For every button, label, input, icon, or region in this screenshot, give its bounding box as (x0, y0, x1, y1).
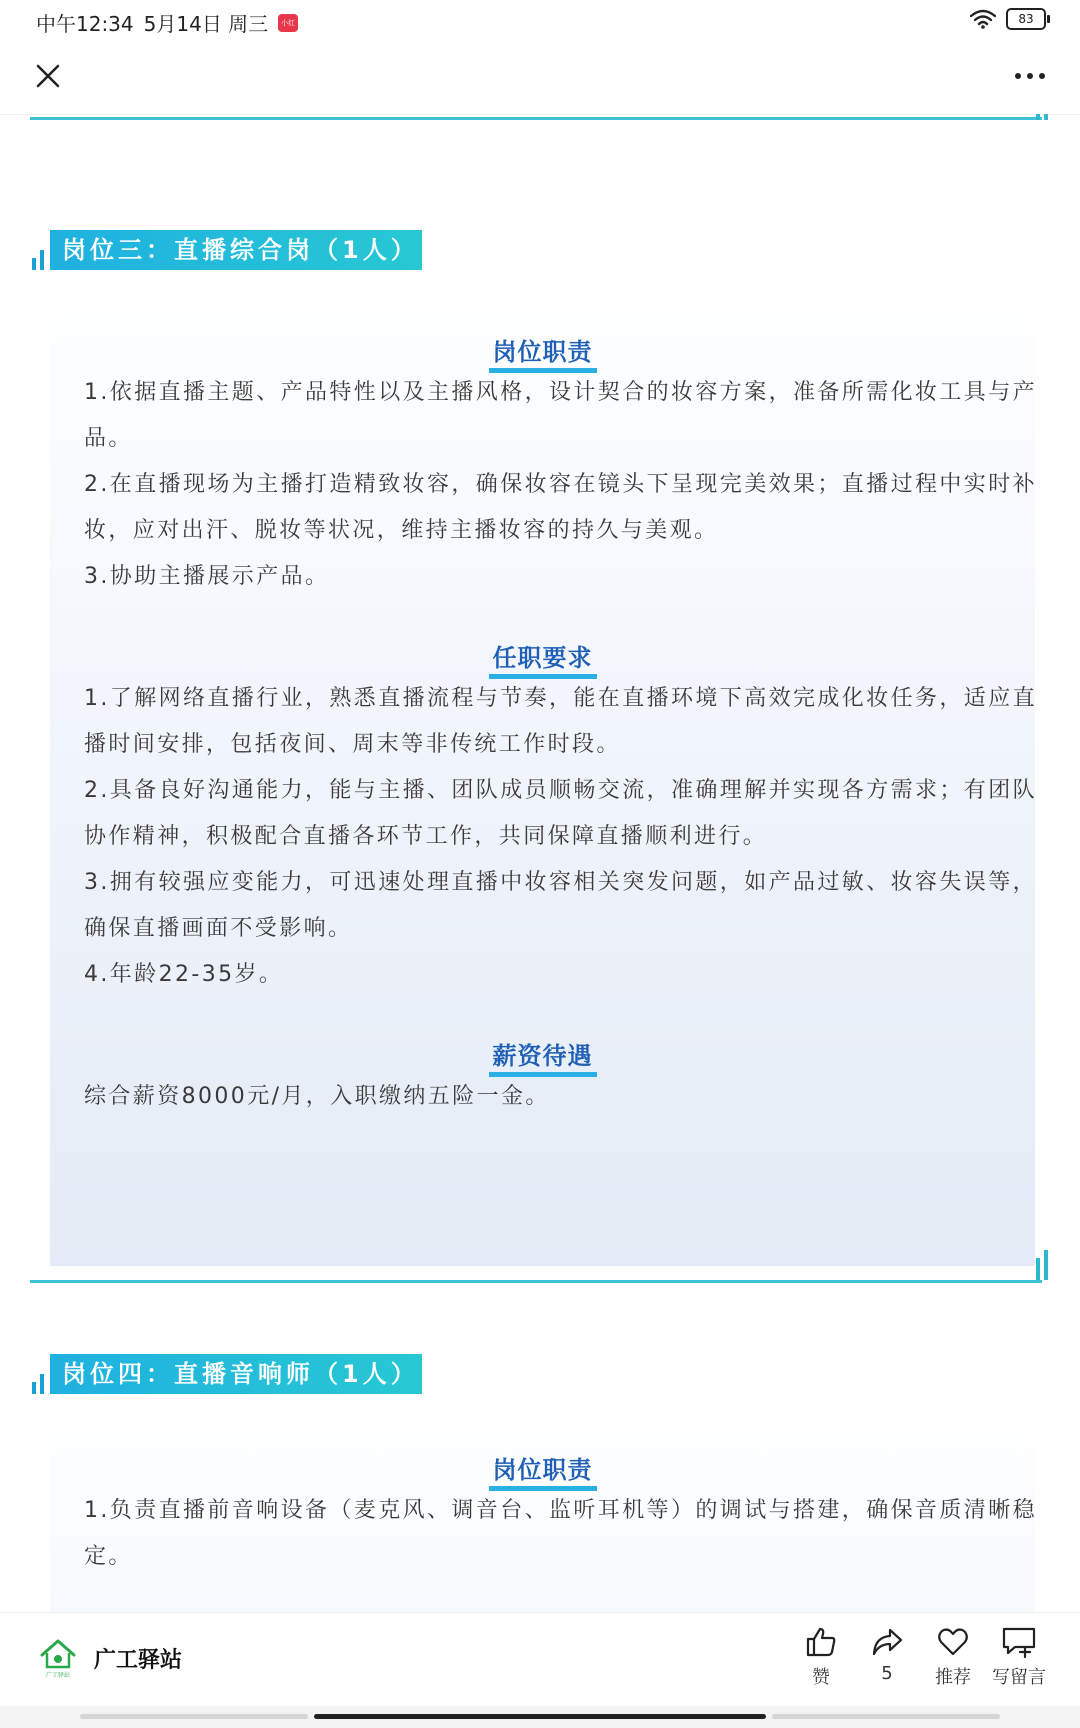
block-heading: 岗位职责 (50, 1450, 1035, 1491)
paragraph: 3.协助主播展示产品。 (84, 564, 330, 589)
more-options-button[interactable] (1010, 56, 1050, 96)
like-button[interactable] (786, 1625, 856, 1689)
divider-accent (1036, 114, 1040, 120)
paragraph: 1.了解网络直播行业，熟悉直播流程与节奏，能在直播环境下高效完成化妆任务，适应直播时间安排，包括夜间、周末等非传统工作时段。 (84, 686, 1037, 757)
status-time: 中午12:34 (36, 12, 134, 36)
house-logo-icon (36, 1635, 80, 1679)
divider-accent (1044, 114, 1048, 120)
comment-label: 写留言 (992, 1667, 1046, 1688)
block-heading: 任职要求 (50, 638, 1035, 679)
comment-plus-icon (1001, 1625, 1037, 1659)
bottom-action-bar (0, 1612, 1080, 1707)
thumbs-up-icon (804, 1625, 838, 1659)
section-card (50, 1432, 1035, 1612)
section-title: 岗位四：直播音响师（1人） (50, 1354, 422, 1394)
status-date: 5月14日 周三 (143, 12, 269, 36)
app-badge-icon: 小红书 (278, 14, 298, 32)
gesture-segment (772, 1714, 1000, 1719)
gesture-segment (80, 1714, 308, 1719)
section-title: 岗位三：直播综合岗（1人） (50, 230, 422, 270)
article-content[interactable] (0, 114, 1080, 1612)
block-heading: 岗位职责 (50, 332, 1035, 373)
divider-accent (1044, 1250, 1048, 1280)
recommend-label: 推荐 (935, 1667, 971, 1688)
paragraph: 2.在直播现场为主播打造精致妆容，确保妆容在镜头下呈现完美效果；直播过程中实时补妆，应对出汗、脱妆等状况，维持主播妆容的持久与美观。 (84, 472, 1037, 543)
section-divider (30, 1280, 1042, 1283)
share-arrow-icon (870, 1625, 904, 1659)
paragraph: 3.拥有较强应变能力，可迅速处理直播中妆容相关突发问题，如产品过敏、妆容失误等，确保直播画面不受影响。 (84, 870, 1037, 941)
divider-accent (1036, 1258, 1040, 1280)
paragraph: 1.依据直播主题、产品特性以及主播风格，设计契合的妆容方案，准备所需化妆工具与产品。 (84, 380, 1037, 451)
section-card (50, 314, 1035, 1266)
top-nav-bar (0, 42, 1080, 115)
gesture-nav-bar[interactable] (0, 1706, 1080, 1728)
header-bars-icon (30, 1372, 48, 1394)
wifi-icon (970, 9, 996, 29)
paragraph: 综合薪资8000元/月，入职缴纳五险一金。 (84, 1084, 550, 1109)
account-name[interactable]: 广工驿站 (94, 1648, 183, 1673)
paragraph: 2.具备良好沟通能力，能与主播、团队成员顺畅交流，准确理解并实现各方需求；有团队协作精神，积极配合直播各环节工作，共同保障直播顺利进行。 (84, 778, 1037, 849)
recommend-button[interactable] (918, 1625, 988, 1689)
battery-icon: 83 (1006, 8, 1046, 30)
block-heading: 薪资待遇 (50, 1036, 1035, 1077)
close-button[interactable] (28, 56, 68, 96)
paragraph: 1.负责直播前音响设备（麦克风、调音台、监听耳机等）的调试与搭建，确保音质清晰稳定。 (84, 1498, 1037, 1569)
like-label: 赞 (812, 1667, 830, 1688)
header-bars-icon (30, 248, 48, 270)
svg-text:广工驿站: 广工驿站 (45, 1672, 71, 1679)
share-button[interactable] (852, 1625, 922, 1684)
status-bar (0, 0, 1080, 45)
heart-icon (936, 1625, 970, 1659)
status-left (36, 8, 298, 45)
account-logo[interactable] (36, 1635, 80, 1679)
share-count: 5 (881, 1663, 893, 1684)
status-right (970, 8, 1046, 30)
paragraph: 4.年龄22-35岁。 (84, 962, 284, 987)
section-divider (30, 117, 1042, 120)
gesture-handle[interactable] (314, 1714, 766, 1719)
more-dots-icon (1010, 56, 1050, 96)
close-icon (28, 56, 68, 96)
comment-button[interactable] (984, 1625, 1054, 1689)
